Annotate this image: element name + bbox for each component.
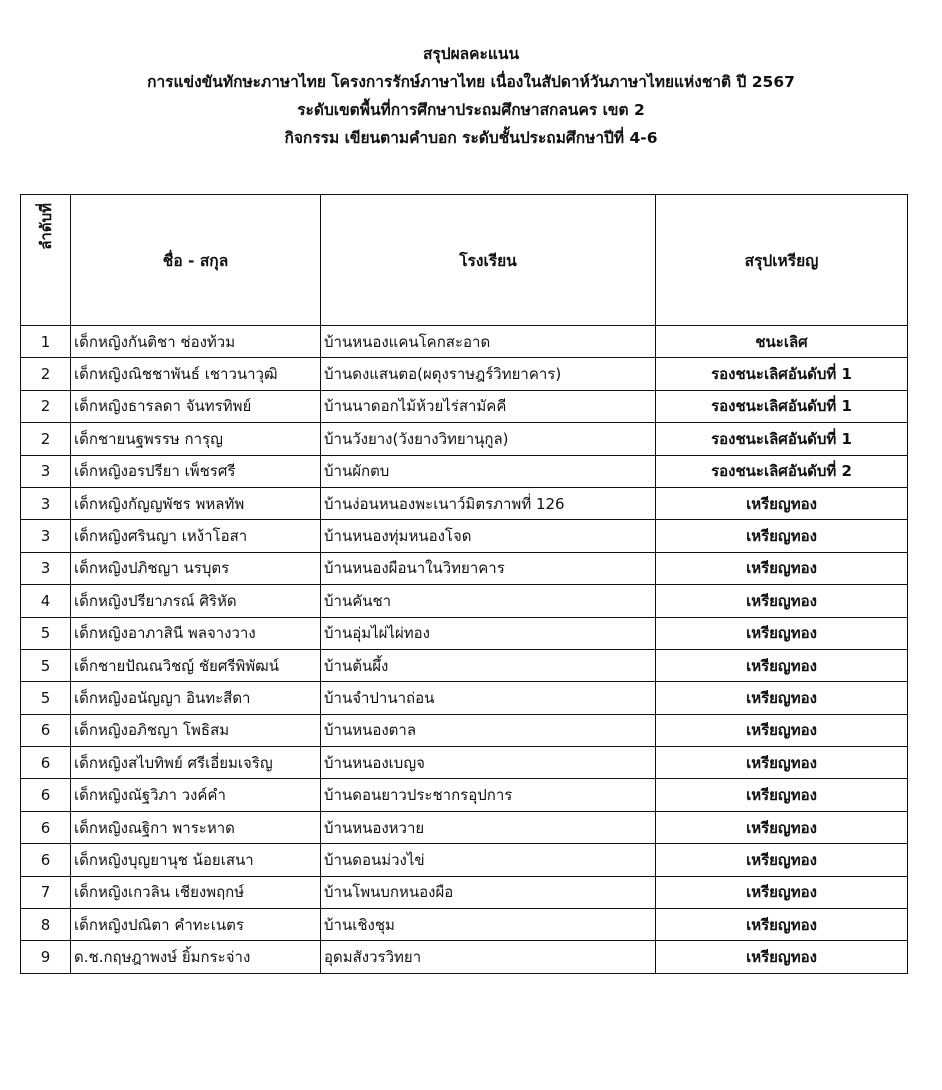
medal-cell: เหรียญทอง xyxy=(656,876,908,908)
table-row xyxy=(21,649,908,681)
name-cell: เด็กหญิงอาภาสินี พลจางวาง xyxy=(71,617,321,649)
rank-cell: 1 xyxy=(21,326,71,358)
school-cell: บ้านหนองเบญจ xyxy=(321,747,656,779)
medal-cell: เหรียญทอง xyxy=(656,844,908,876)
table-row xyxy=(21,585,908,617)
school-cell: บ้านผักตบ xyxy=(321,455,656,487)
name-cell: เด็กหญิงณิชชาพันธ์ เชาวนาวุฒิ xyxy=(71,358,321,390)
column-header-rank xyxy=(21,195,71,326)
table-row xyxy=(21,811,908,843)
school-cell: บ้านเชิงชุม xyxy=(321,909,656,941)
school-cell: บ้านคันชา xyxy=(321,585,656,617)
name-cell: เด็กหญิงธารลดา จันทรทิพย์ xyxy=(71,390,321,422)
name-cell: เด็กหญิงอนัญญา อินทะสีดา xyxy=(71,682,321,714)
table-row xyxy=(21,423,908,455)
table-row xyxy=(21,941,908,973)
rank-cell: 6 xyxy=(21,779,71,811)
school-cell: บ้านโพนบกหนองผือ xyxy=(321,876,656,908)
medal-cell: เหรียญทอง xyxy=(656,747,908,779)
rank-cell: 2 xyxy=(21,423,71,455)
education-area: ระดับเขตพื้นที่การศึกษาประถมศึกษาสกลนคร เขต 2 xyxy=(297,101,645,119)
medal-cell: เหรียญทอง xyxy=(656,811,908,843)
rank-cell: 6 xyxy=(21,747,71,779)
name-cell: เด็กหญิงณัฐวิภา วงค์คำ xyxy=(71,779,321,811)
name-cell: ด.ช.กฤษฎาพงษ์ ยิ้มกระจ่าง xyxy=(71,941,321,973)
name-cell: เด็กหญิงปภิชญา นรบุตร xyxy=(71,552,321,584)
rank-cell: 3 xyxy=(21,455,71,487)
activity-level: กิจกรรม เขียนตามคำบอก ระดับชั้นประถมศึกษาปีที่ 4-6 xyxy=(284,129,658,147)
name-cell: เด็กหญิงณฐิกา พาระหาด xyxy=(71,811,321,843)
medal-cell: รองชนะเลิศอันดับที่ 2 xyxy=(656,455,908,487)
table-row xyxy=(21,455,908,487)
medal-cell: เหรียญทอง xyxy=(656,617,908,649)
column-header-school: โรงเรียน xyxy=(321,195,656,326)
school-cell: บ้านหนองตาล xyxy=(321,714,656,746)
name-cell: เด็กหญิงกันติชา ช่องท้วม xyxy=(71,326,321,358)
school-cell: อุดมสังวรวิทยา xyxy=(321,941,656,973)
school-cell: บ้านอุ่มไผ่ไผ่ทอง xyxy=(321,617,656,649)
school-cell: บ้านดอนม่วงไข่ xyxy=(321,844,656,876)
medal-cell: เหรียญทอง xyxy=(656,649,908,681)
rank-cell: 5 xyxy=(21,617,71,649)
name-cell: เด็กหญิงบุญยานุช น้อยเสนา xyxy=(71,844,321,876)
school-cell: บ้านหนองหวาย xyxy=(321,811,656,843)
school-cell: บ้านดงแสนตอ(ผดุงราษฎร์วิทยาคาร) xyxy=(321,358,656,390)
column-header-medal: สรุปเหรียญ xyxy=(656,195,908,326)
medal-cell: เหรียญทอง xyxy=(656,585,908,617)
table-row xyxy=(21,682,908,714)
table-row xyxy=(21,358,908,390)
rank-cell: 5 xyxy=(21,649,71,681)
table-row xyxy=(21,909,908,941)
rank-cell: 2 xyxy=(21,390,71,422)
rank-cell: 6 xyxy=(21,714,71,746)
name-cell: เด็กชายปัณณวิชญ์ ชัยศรีพิพัฒน์ xyxy=(71,649,321,681)
rank-cell: 3 xyxy=(21,487,71,519)
name-cell: เด็กหญิงเกวลิน เชียงพฤกษ์ xyxy=(71,876,321,908)
medal-cell: เหรียญทอง xyxy=(656,941,908,973)
name-cell: เด็กหญิงอรปรียา เพ็ชรศรี xyxy=(71,455,321,487)
table-row xyxy=(21,714,908,746)
table-row xyxy=(21,487,908,519)
table-row xyxy=(21,617,908,649)
name-cell: เด็กหญิงปรียาภรณ์ ศิริหัด xyxy=(71,585,321,617)
table-row xyxy=(21,390,908,422)
school-cell: บ้านวังยาง(วังยางวิทยานุกูล) xyxy=(321,423,656,455)
school-cell: บ้านหนองผือนาในวิทยาคาร xyxy=(321,552,656,584)
rank-cell: 9 xyxy=(21,941,71,973)
rank-cell: 2 xyxy=(21,358,71,390)
rank-cell: 8 xyxy=(21,909,71,941)
rank-header-label: ลำดับที่ xyxy=(36,203,55,250)
table-row xyxy=(21,552,908,584)
table-row xyxy=(21,520,908,552)
table-row xyxy=(21,779,908,811)
medal-cell: รองชนะเลิศอันดับที่ 1 xyxy=(656,390,908,422)
medal-cell: เหรียญทอง xyxy=(656,779,908,811)
column-header-name: ชื่อ - สกุล xyxy=(71,195,321,326)
name-cell: เด็กหญิงกัญญพัชร พหลทัพ xyxy=(71,487,321,519)
school-cell: บ้านดอนยาวประชากรอุปการ xyxy=(321,779,656,811)
name-cell: เด็กหญิงปณิตา คำทะเนตร xyxy=(71,909,321,941)
name-cell: เด็กหญิงศรินญา เหง้าโอสา xyxy=(71,520,321,552)
table-row xyxy=(21,844,908,876)
rank-cell: 3 xyxy=(21,552,71,584)
rank-cell: 5 xyxy=(21,682,71,714)
table-row xyxy=(21,747,908,779)
name-cell: เด็กหญิงสไบทิพย์ ศรีเอี่ยมเจริญ xyxy=(71,747,321,779)
medal-cell: เหรียญทอง xyxy=(656,909,908,941)
medal-cell: รองชนะเลิศอันดับที่ 1 xyxy=(656,358,908,390)
medal-cell: เหรียญทอง xyxy=(656,487,908,519)
name-cell: เด็กชายนฐพรรษ การุญ xyxy=(71,423,321,455)
school-cell: บ้านหนองแคนโคกสะอาด xyxy=(321,326,656,358)
document-title: สรุปผลคะแนน xyxy=(422,45,520,63)
medal-cell: เหรียญทอง xyxy=(656,714,908,746)
results-table xyxy=(20,194,908,974)
rank-cell: 6 xyxy=(21,844,71,876)
medal-cell: ชนะเลิศ xyxy=(656,326,908,358)
table-row xyxy=(21,876,908,908)
rank-cell: 6 xyxy=(21,811,71,843)
school-cell: บ้านง่อนหนองพะเนาว์มิตรภาพที่ 126 xyxy=(321,487,656,519)
medal-cell: รองชนะเลิศอันดับที่ 1 xyxy=(656,423,908,455)
rank-cell: 7 xyxy=(21,876,71,908)
school-cell: บ้านต้นผึ้ง xyxy=(321,649,656,681)
table-header-row xyxy=(21,195,908,326)
medal-cell: เหรียญทอง xyxy=(656,520,908,552)
competition-name: การแข่งขันทักษะภาษาไทย โครงการรักษ์ภาษาไทย เนื่องในสัปดาห์วันภาษาไทยแห่งชาติ ปี 2567 xyxy=(147,73,795,91)
rank-cell: 4 xyxy=(21,585,71,617)
school-cell: บ้านนาดอกไม้ห้วยไร่สามัคคี xyxy=(321,390,656,422)
school-cell: บ้านจำปานาถ่อน xyxy=(321,682,656,714)
name-cell: เด็กหญิงอภิชญา โพธิสม xyxy=(71,714,321,746)
school-cell: บ้านหนองทุ่มหนองโจด xyxy=(321,520,656,552)
table-row xyxy=(21,326,908,358)
medal-cell: เหรียญทอง xyxy=(656,682,908,714)
rank-cell: 3 xyxy=(21,520,71,552)
document-header xyxy=(0,40,942,152)
medal-cell: เหรียญทอง xyxy=(656,552,908,584)
